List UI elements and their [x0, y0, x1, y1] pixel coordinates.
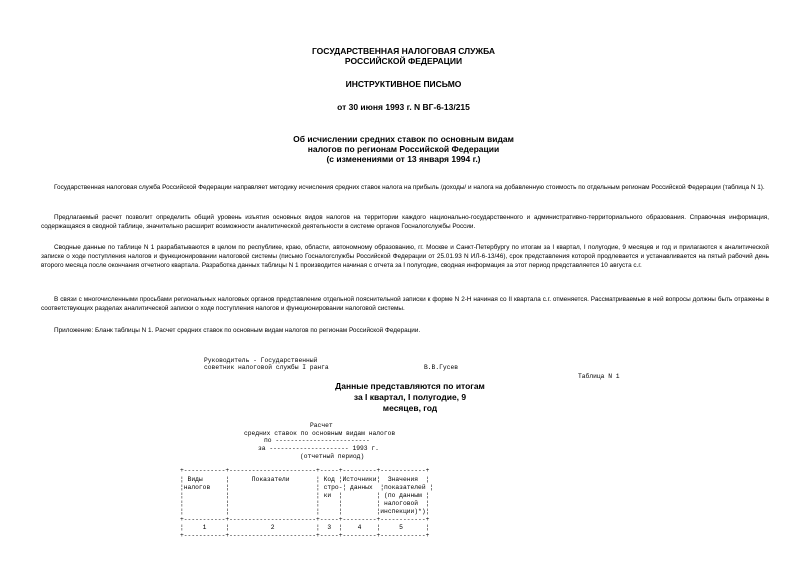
- paragraph-5: Приложение: Бланк таблицы N 1. Расчет средних ставок по основным видам налогов по регионам Российской Федерации.: [54, 327, 421, 334]
- form-region-line: по -------------------------: [264, 437, 370, 444]
- table-header-row: ¦ Виды ¦ Показатели ¦ Код ¦Источники¦ Значения ¦: [180, 476, 430, 483]
- table-header-row: ¦ ¦ ¦ ¦ ¦инспекции)*)¦: [180, 508, 430, 515]
- document-date-number: от 30 июня 1993 г. N ВГ-6-13/215: [337, 102, 470, 112]
- table-rule-mid: +-----------+-----------------------+-----+---------+------------+: [180, 516, 430, 523]
- signature-position-line1: Руководитель - Государственный: [204, 357, 318, 364]
- document-title-line2: налогов по регионам Российской Федерации: [307, 144, 500, 154]
- agency-name-line1: ГОСУДАРСТВЕННАЯ НАЛОГОВАЯ СЛУЖБА: [311, 46, 496, 56]
- form-title: Расчет: [310, 422, 333, 429]
- data-note-line3: месяцев, год: [382, 403, 438, 413]
- document-type: ИНСТРУКТИВНОЕ ПИСЬМО: [345, 79, 462, 89]
- paragraph-4: В связи с многочисленными просьбами региональных налоговых органов представление отдельной пояснительной записки к форме N 2-Н начиная со II квартала с.г. отменяется. Рассматриваемые в ней вопросы должны быть отражены в соответствующих разделах аналитической записки о ходе поступления налогов и функционировании налоговой системы.: [41, 296, 769, 312]
- form-period-line: за --------------------- 1993 г.: [258, 445, 379, 452]
- document-title-line3: (с изменениями от 13 января 1994 г.): [326, 154, 481, 164]
- paragraph-1: Государственная налоговая служба Российской Федерации направляет методику исчисления средних ставок налога на прибыль /доходы/ и налога на добавленную стоимость по отдельным регионам Российской Федерации (таблица N 1).: [54, 184, 765, 191]
- form-subtitle: средних ставок по основным видам налогов: [244, 430, 396, 437]
- paragraph-2: Предлагаемый расчет позволит определить общий уровень изъятия основных видов налогов на территории каждого национально-государственного и административно-территориального образования. Справочная информация, содержащаяся в сводной таблице, значительно расширит возможности аналитической деятельности в системе органов Госналогслужбы России.: [41, 214, 769, 230]
- data-note-line2: за I квартал, I полугодие, 9: [353, 392, 467, 402]
- table-number-label: Таблица N 1: [578, 373, 620, 380]
- table-number-row: ¦ 1 ¦ 2 ¦ 3 ¦ 4 ¦ 5 ¦: [180, 524, 430, 531]
- table-header-row: ¦ ¦ ¦ ки ¦ ¦ (по данным ¦: [180, 492, 430, 499]
- data-note-line1: Данные представляются по итогам: [335, 381, 485, 391]
- agency-name-line2: РОССИЙСКОЙ ФЕДЕРАЦИИ: [344, 56, 463, 66]
- paragraph-3: Сводные данные по таблице N 1 разрабатываются в целом по республике, краю, области, автономному образованию, гг. Москве и Санкт-Петербургу по итогам за I квартал, I полугодие, 9 месяцев и год и прилагаются к аналитической записке о ходе поступления налогов и функционировании налоговой системы (письмо Госналогслужбы Российской Федерации от 25.01.93 N ИЛ-6-13/46), срок представления которой продлевается и устанавливается на пятый рабочий день второго месяца после окончания отчетного квартала. Разработка данных таблицы N 1 производится начиная с отчета за I полугодие, сводная информация за этот период представляется 10 августа с.г.: [41, 244, 769, 269]
- table-header-row: ¦налогов ¦ ¦ стро-¦ данных ¦показателей ¦: [180, 484, 434, 491]
- signature-position-line2: советник налоговой службы I ранга: [204, 364, 329, 371]
- form-period-caption: (отчетный период): [300, 453, 365, 460]
- table-rule-bottom: +-----------+-----------------------+-----+---------+------------+: [180, 532, 430, 539]
- table-rule-top: +-----------+-----------------------+-----+---------+------------+: [180, 467, 430, 474]
- document-title-line1: Об исчислении средних ставок по основным видам: [293, 134, 514, 144]
- table-header-row: ¦ ¦ ¦ ¦ ¦ налоговой ¦: [180, 500, 430, 507]
- signature-name: В.В.Гусев: [424, 364, 459, 371]
